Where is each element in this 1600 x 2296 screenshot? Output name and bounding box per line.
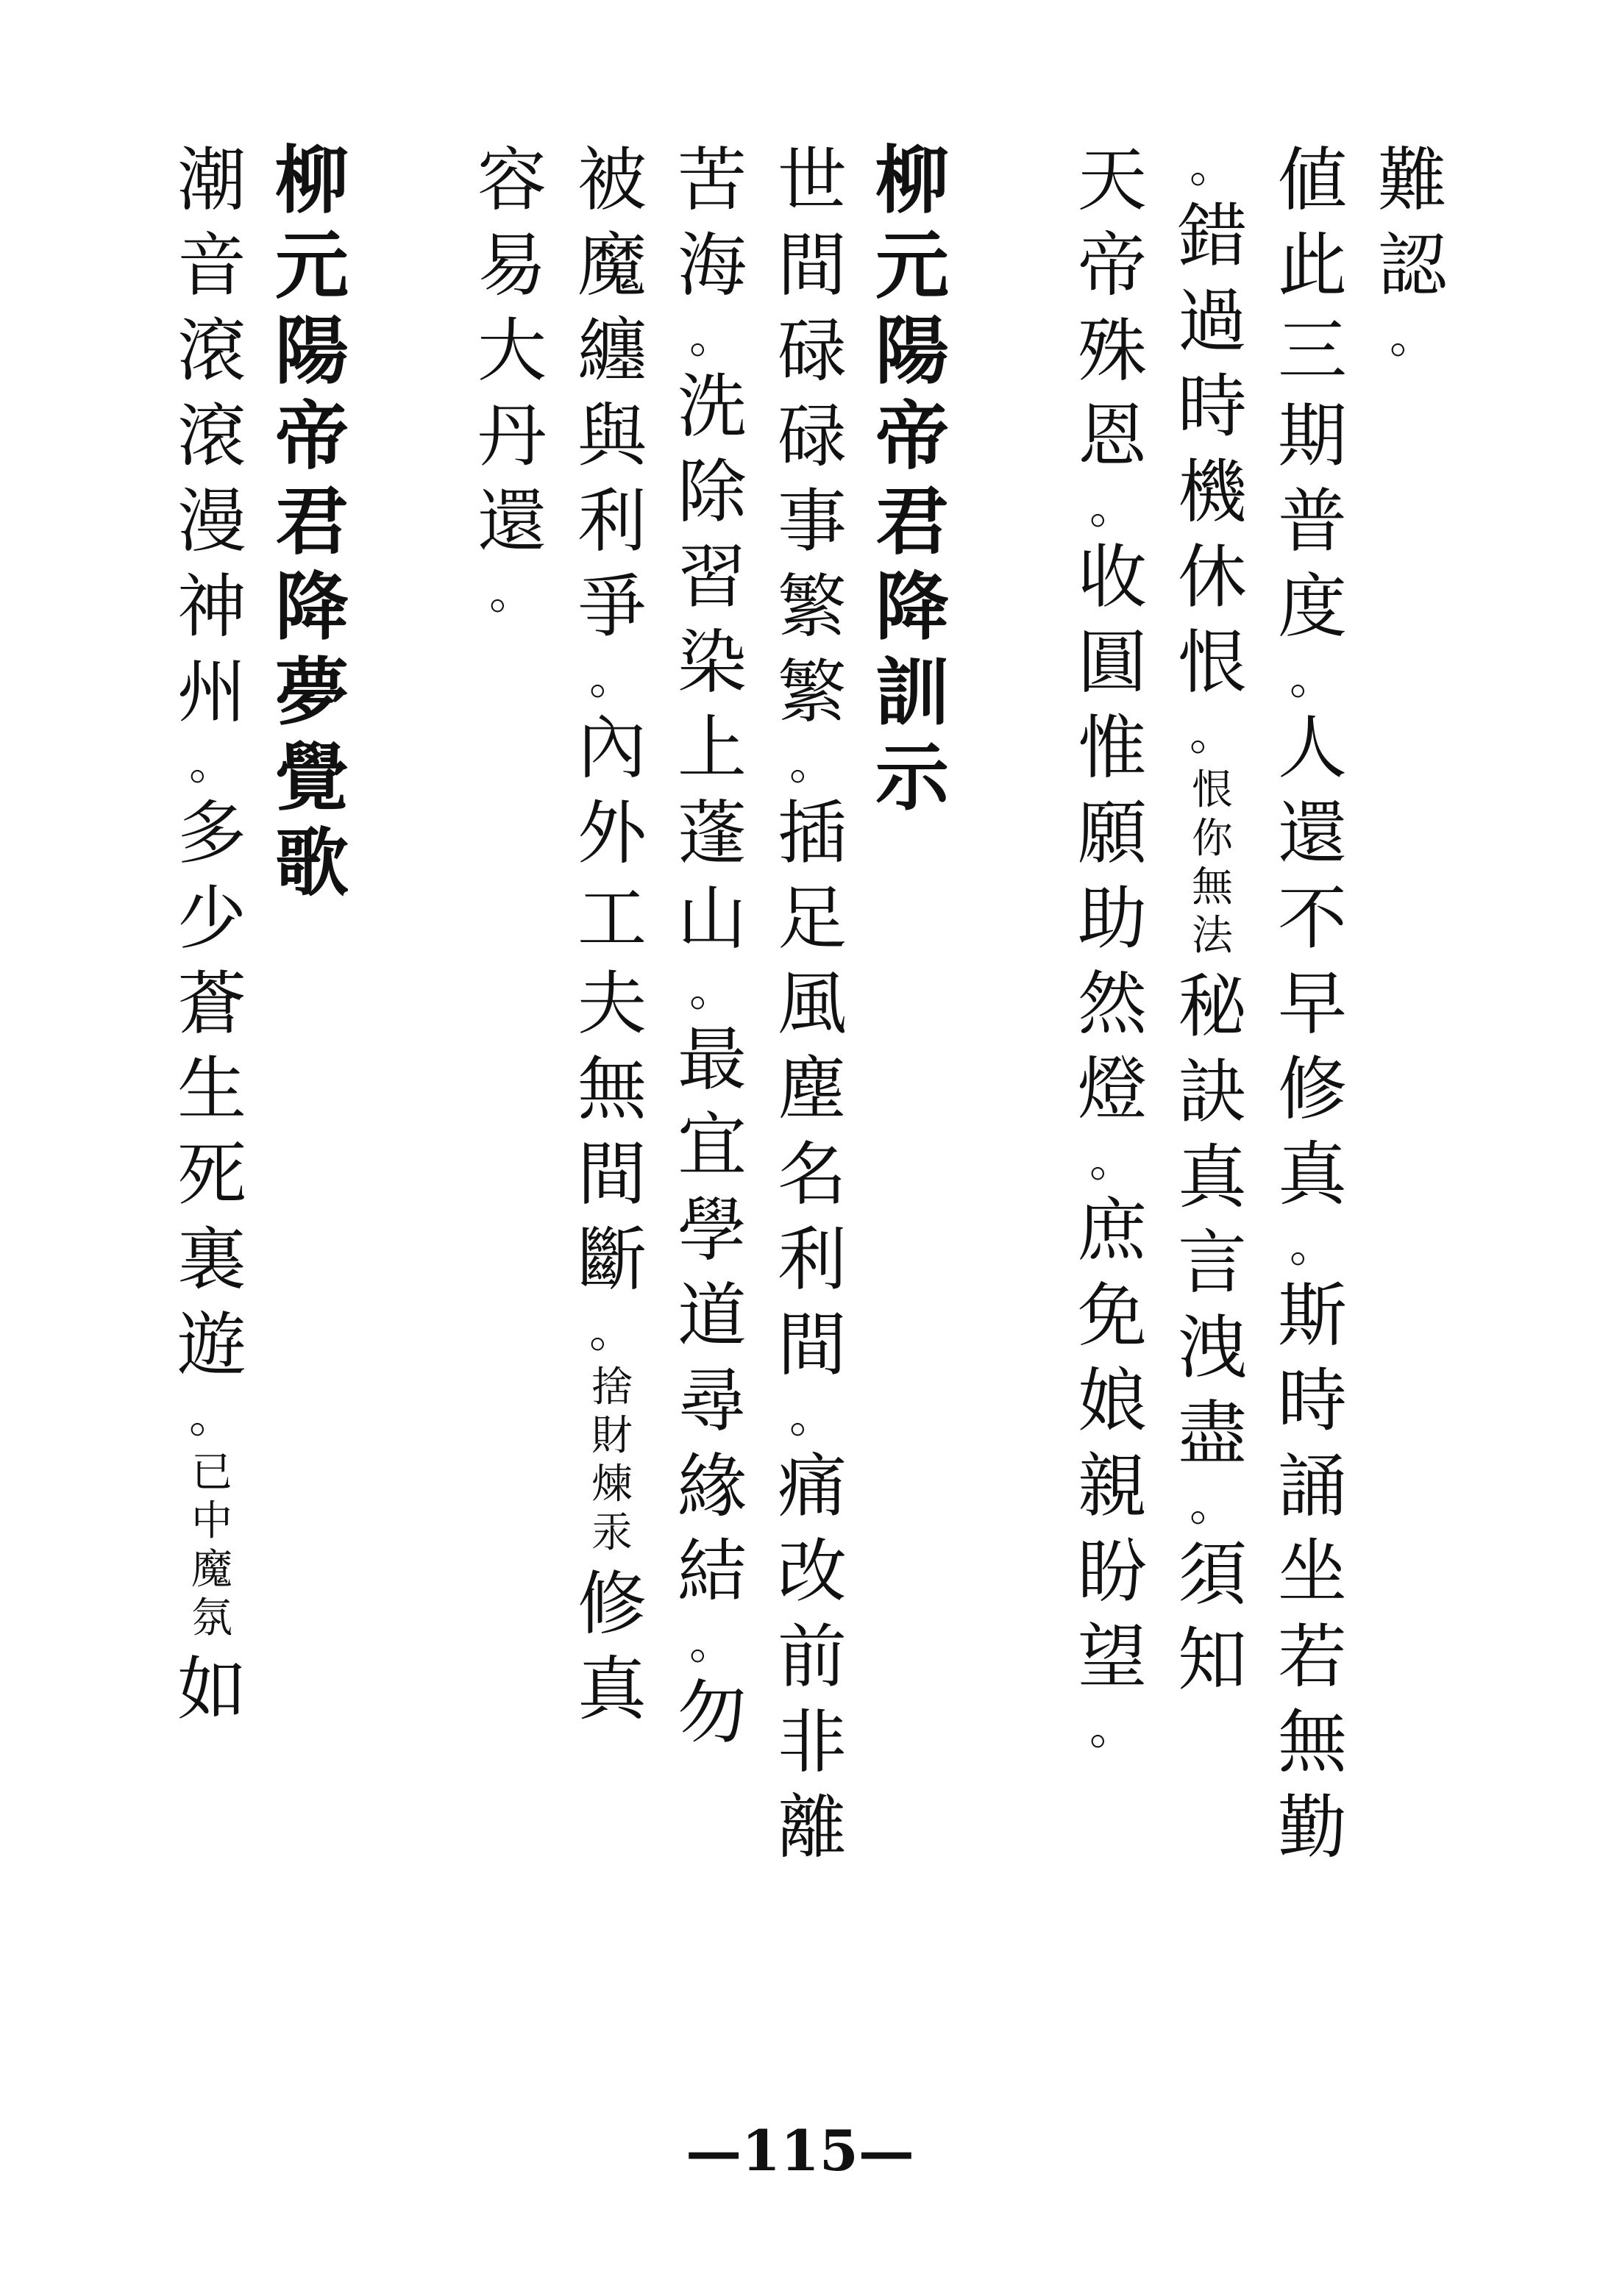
character: 真 [1277,1135,1347,1215]
character: 帝 [275,393,349,479]
character: 足 [777,879,847,959]
character: 痛 [777,1447,847,1527]
character: 還 [477,482,547,562]
character: 値 [1277,140,1347,221]
character: 修 [577,1564,647,1644]
punctuation-mark: 。 [789,1389,835,1443]
character: 間 [577,1135,647,1215]
character: 須 [1177,1535,1247,1615]
text-column [160,138,263,1733]
section-title [861,138,964,821]
character: 學 [677,1191,747,1271]
page-number: —115— [686,2118,914,2183]
character: 捨 [591,1363,633,1411]
character: 燈 [1077,1049,1147,1130]
character: 你 [1192,815,1233,863]
character: 收 [1077,538,1147,618]
character: 法 [1192,912,1233,960]
punctuation-mark: 。 [1189,707,1235,760]
character: 早 [1277,964,1347,1044]
interlinear-note [561,1363,664,1558]
character: 大 [477,311,547,391]
character: 望 [1077,1617,1147,1697]
character: 被 [577,140,647,221]
character: 神 [177,567,246,647]
character: 難 [1377,140,1447,221]
interlinear-note [1161,766,1264,960]
character: 庶 [1077,1191,1147,1271]
character: 世 [777,140,847,221]
punctuation-mark: 。 [589,651,635,705]
character: 漫 [177,482,246,562]
text-column [761,138,864,1871]
punctuation-mark: 。 [188,736,235,790]
character: 普 [1277,482,1347,562]
character: 盡 [1177,1394,1247,1474]
character: 遊 [177,1305,246,1386]
character: 三 [1277,311,1347,391]
character: 斯 [1277,1276,1347,1356]
character: 死 [177,1135,246,1215]
character: 盼 [1077,1532,1147,1612]
character: 中 [191,1497,232,1545]
character: 斷 [577,1220,647,1300]
verse-text [1061,138,1164,1756]
character: 圓 [1077,623,1147,703]
text-column [561,138,664,1733]
punctuation-mark: 。 [1289,1219,1335,1272]
character: 天 [1077,140,1147,221]
character: 娘 [1077,1361,1147,1441]
character: 財 [591,1412,633,1460]
character: 內 [577,708,647,788]
character: 柳 [275,138,349,224]
character: 魔 [577,226,647,306]
interlinear-note [160,1449,263,1643]
character: 碌 [777,311,847,391]
character: 山 [677,879,747,959]
character: 帝 [1077,226,1147,306]
verse-text [1161,138,1264,762]
character: 人 [1277,708,1347,788]
character: 纏 [577,311,647,391]
character: 洩 [1177,1308,1247,1388]
character: 秘 [1177,967,1247,1047]
character: 非 [777,1703,847,1783]
character: 陽 [275,308,349,394]
verse-text [561,1562,664,1733]
punctuation-mark: 。 [1089,480,1135,534]
verse-text [1161,965,1264,1703]
character: 勤 [1277,1788,1347,1868]
character: 然 [1077,964,1147,1044]
character: 不 [1277,879,1347,959]
verse-text [761,138,864,1871]
character: 覺 [275,735,349,821]
character: 訣 [1177,1052,1247,1133]
character: 碌 [777,396,847,477]
verse-text [160,1647,263,1733]
character: 坐 [1277,1532,1347,1612]
character: 無 [1277,1703,1347,1783]
character: 利 [777,1220,847,1300]
character: 錯 [1177,196,1247,277]
text-column [461,138,563,621]
punctuation-mark: 。 [1389,310,1435,363]
character: 過 [1177,282,1247,362]
character: 塵 [777,1049,847,1130]
verse-text [1361,138,1464,365]
character: 勿 [677,1673,747,1753]
punctuation-mark: 。 [1189,1477,1235,1531]
character: 時 [1277,1361,1347,1441]
character: 已 [191,1449,232,1497]
character: 除 [677,452,747,532]
text-column [1061,138,1164,1756]
character: 機 [1177,452,1247,532]
character: 習 [677,538,747,618]
character: 陽 [875,308,949,394]
character: 君 [275,479,349,565]
character: 海 [677,226,747,306]
punctuation-mark: 。 [689,310,735,363]
character: 名 [777,1135,847,1215]
character: 間 [777,226,847,306]
character: 緣 [677,1447,747,1527]
character: 修 [1277,1049,1347,1130]
character: 最 [677,1020,747,1100]
character: 尋 [677,1361,747,1441]
verse-text [661,138,764,1756]
character: 汞 [591,1509,633,1557]
character: 恨 [1177,623,1247,703]
character: 結 [677,1532,747,1612]
character: 真 [1177,1138,1247,1218]
verse-text [461,138,563,621]
character: 歌 [275,820,349,906]
punctuation-mark: 。 [1289,651,1335,705]
text-column [1361,138,1464,365]
character: 元 [875,223,949,309]
character: 無 [1192,863,1233,911]
character: 道 [677,1276,747,1356]
character: 期 [1277,396,1347,477]
character: 滾 [177,396,246,477]
character: 如 [177,1650,246,1730]
character: 誦 [1277,1447,1347,1527]
section-title-column [260,138,363,906]
verse-text [1261,138,1364,1871]
character: 夢 [275,649,349,735]
punctuation-mark: 。 [589,1304,635,1358]
character: 容 [477,140,547,221]
text-column [1161,138,1264,1703]
text-column [1261,138,1364,1871]
character: 度 [1277,567,1347,647]
character: 音 [177,226,246,306]
character: 時 [1177,367,1247,447]
character: 降 [875,564,949,650]
character: 訓 [875,649,949,735]
character: 認 [1377,226,1447,306]
character: 丹 [477,396,547,477]
character: 示 [875,735,949,821]
character: 恩 [1077,396,1147,477]
verse-text [561,138,664,1359]
punctuation-mark: 。 [1089,1133,1135,1187]
character: 插 [777,794,847,874]
character: 魔 [191,1546,232,1594]
character: 生 [177,1049,246,1130]
character: 離 [777,1788,847,1868]
character: 蒼 [177,964,246,1044]
character: 與 [577,396,647,477]
character: 上 [677,708,747,788]
character: 無 [577,1049,647,1130]
character: 爭 [577,567,647,647]
character: 煉 [591,1461,633,1508]
character: 恨 [1192,766,1233,814]
character: 惟 [1077,708,1147,788]
punctuation-mark: 。 [789,736,835,790]
section-title-column [861,138,964,821]
character: 元 [275,223,349,309]
character: 洗 [677,367,747,447]
character: 州 [177,652,246,732]
character: 夫 [577,964,647,1044]
verse-text [160,138,263,1444]
character: 間 [777,1305,847,1386]
punctuation-mark: 。 [1189,139,1235,193]
character: 利 [577,482,647,562]
character: 少 [177,879,246,959]
section-title [260,138,363,906]
character: 工 [577,879,647,959]
character: 滾 [177,311,246,391]
character: 真 [577,1650,647,1730]
character: 潮 [177,140,246,221]
character: 降 [275,564,349,650]
character: 言 [1177,1223,1247,1303]
character: 宜 [677,1105,747,1186]
character: 此 [1277,226,1347,306]
character: 休 [1177,538,1247,618]
character: 繁 [777,652,847,732]
character: 前 [777,1617,847,1697]
character: 苦 [677,140,747,221]
punctuation-mark: 。 [188,1389,235,1443]
character: 改 [777,1532,847,1612]
character: 繁 [777,567,847,647]
text-column [661,138,764,1756]
character: 君 [875,479,949,565]
punctuation-mark: 。 [1089,1701,1135,1755]
character: 願 [1077,794,1147,874]
character: 柳 [875,138,949,224]
punctuation-mark: 。 [689,1616,735,1669]
character: 親 [1077,1447,1147,1527]
character: 外 [577,794,647,874]
character: 蓬 [677,794,747,874]
character: 裏 [177,1220,246,1300]
character: 免 [1077,1276,1147,1356]
character: 還 [1277,794,1347,874]
character: 帝 [875,393,949,479]
character: 染 [677,623,747,703]
punctuation-mark: 。 [488,566,535,619]
character: 殊 [1077,311,1147,391]
character: 知 [1177,1620,1247,1700]
punctuation-mark: 。 [689,963,735,1016]
character: 若 [1277,1617,1347,1697]
character: 助 [1077,879,1147,959]
character: 事 [777,482,847,562]
character: 易 [477,226,547,306]
character: 氛 [191,1594,232,1642]
character: 風 [777,964,847,1044]
character: 多 [177,794,246,874]
